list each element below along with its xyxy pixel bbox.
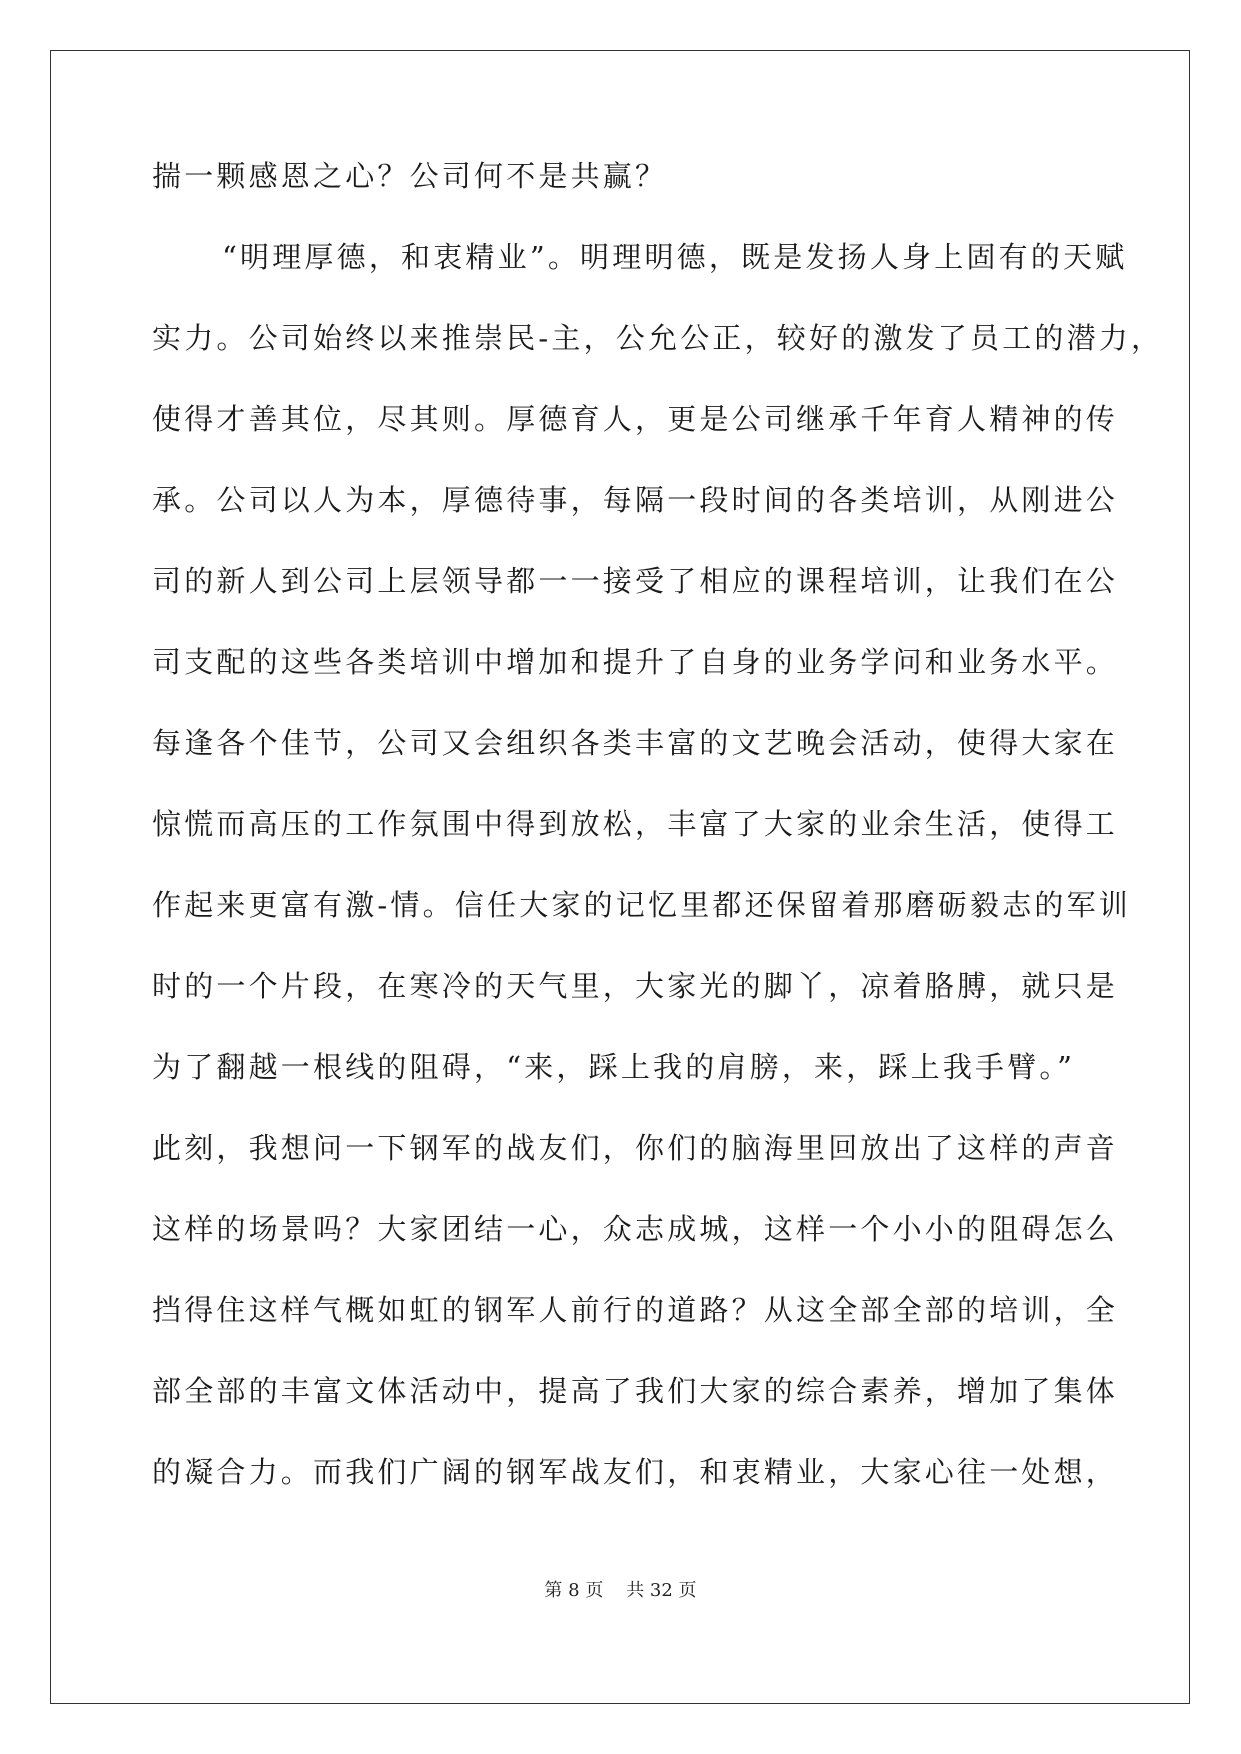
text-line: 部全部的丰富文体活动中，提高了我们大家的综合素养，增加了集体 <box>152 1374 1119 1408</box>
document-body <box>152 158 1164 1535</box>
page-number-footer: 第 8 页 共 32 页 <box>544 1580 697 1601</box>
text-line: 使得才善其位，尽其则。厚德育人，更是公司继承千年育人精神的传 <box>152 402 1119 436</box>
text-line: 的凝合力。而我们广阔的钢军战友们，和衷精业，大家心往一处想， <box>152 1455 1119 1489</box>
text-line: 揣一颗感恩之心？公司何不是共赢？ <box>152 159 668 193</box>
text-line: 挡得住这样气概如虹的钢军人前行的道路？从这全部全部的培训，全 <box>152 1293 1119 1327</box>
text-line: 承。公司以人为本，厚德待事，每隔一段时间的各类培训，从刚进公 <box>152 483 1119 517</box>
text-line: 司的新人到公司上层领导都一一接受了相应的课程培训，让我们在公 <box>152 564 1119 598</box>
text-line: 时的一个片段，在寒冷的天气里，大家光的脚丫，凉着胳膊，就只是 <box>152 969 1119 1003</box>
text-line-paragraph-start: “明理厚德，和衷精业”。明理明德，既是发扬人身上固有的天赋 <box>222 240 1128 274</box>
text-line: 此刻，我想问一下钢军的战友们，你们的脑海里回放出了这样的声音 <box>152 1131 1119 1165</box>
text-line: 这样的场景吗？大家团结一心，众志成城，这样一个小小的阻碍怎么 <box>152 1212 1119 1246</box>
text-line: 作起来更富有激-情。信任大家的记忆里都还保留着那磨砺毅志的军训 <box>152 888 1132 922</box>
text-line: 惊慌而高压的工作氛围中得到放松，丰富了大家的业余生活，使得工 <box>152 807 1119 841</box>
text-line: 每逢各个佳节，公司又会组织各类丰富的文艺晚会活动，使得大家在 <box>152 726 1119 760</box>
text-line: 司支配的这些各类培训中增加和提升了自身的业务学问和业务水平。 <box>152 645 1119 679</box>
text-line: 实力。公司始终以来推崇民-主，公允公正，较好的激发了员工的潜力， <box>152 321 1164 355</box>
text-line: 为了翻越一根线的阻碍，“来，踩上我的肩膀，来，踩上我手臂。” <box>152 1050 1076 1084</box>
